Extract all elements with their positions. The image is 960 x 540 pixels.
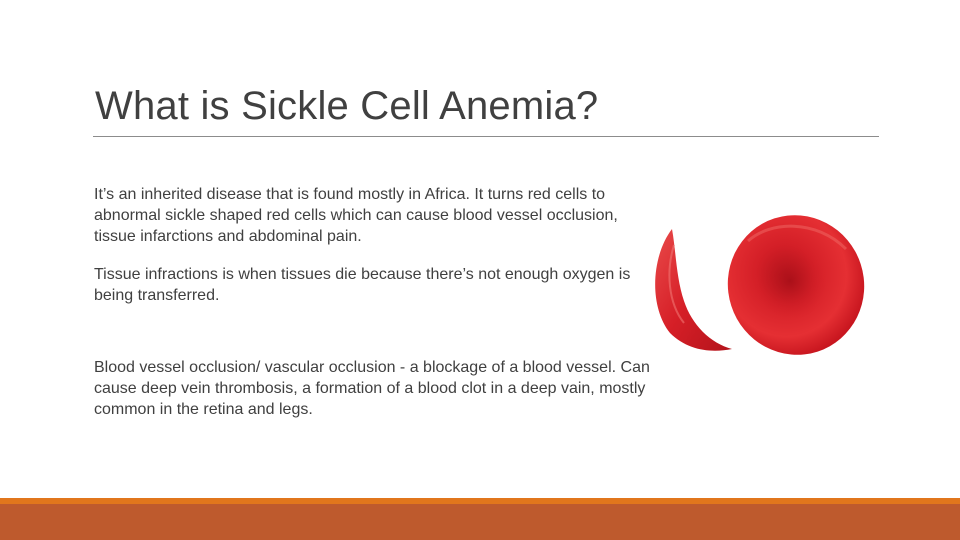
normal-red-cell-icon: [710, 215, 872, 360]
red-blood-cells-image: [640, 215, 872, 360]
paragraph-definition: It’s an inherited disease that is found mostly in Africa. It turns red cells to abnormal sickle shaped red cells which can cause blood vessel occlusion, tissue infarctions and abdominal pain.: [94, 186, 618, 245]
slide-title: What is Sickle Cell Anemia?: [95, 84, 599, 128]
sickle-cell-icon: [655, 229, 732, 351]
footer-bar: [0, 504, 960, 540]
paragraph-tissue-infarction: Tissue infractions is when tissues die because there’s not enough oxygen is being transferred.: [94, 266, 631, 304]
title-divider: [93, 136, 879, 137]
paragraph-vessel-occlusion: Blood vessel occlusion/ vascular occlusion - a blockage of a blood vessel. Can cause deep vein thrombosis, a formation of a blood clot in a deep vain, mostly common in the retina and legs.: [94, 359, 650, 418]
